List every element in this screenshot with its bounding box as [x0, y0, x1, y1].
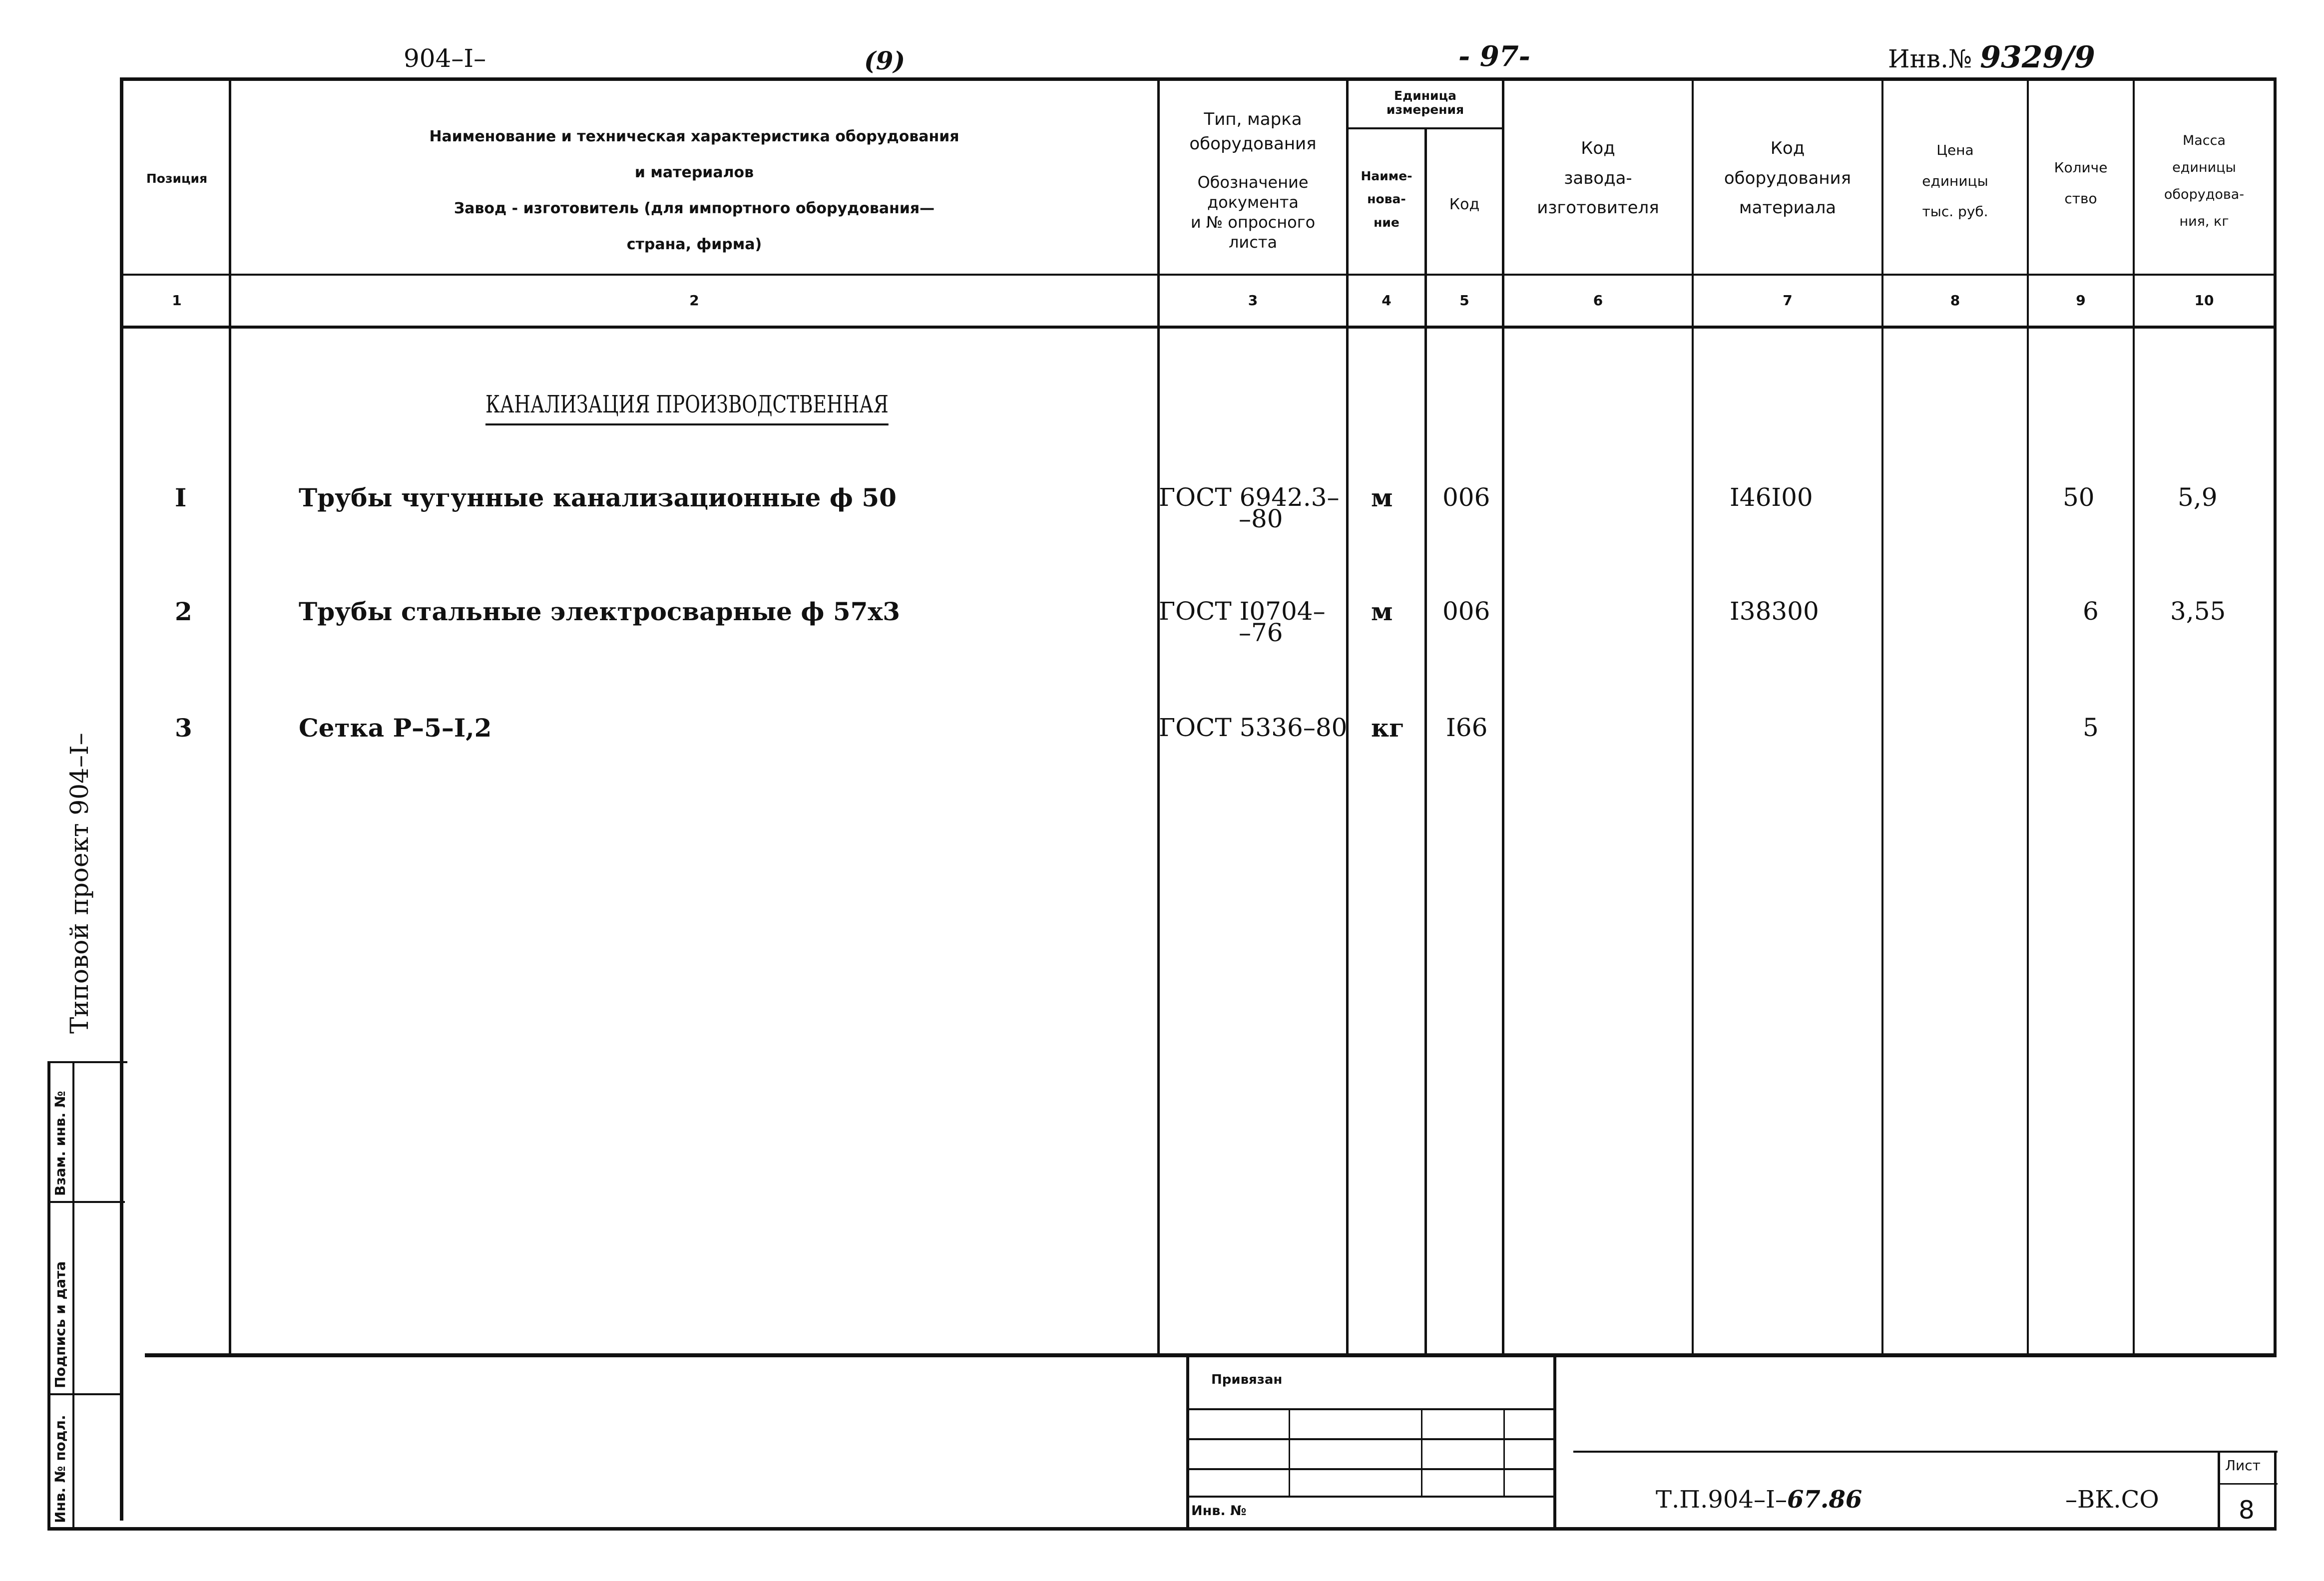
- header-mass: Масса единицы оборудова- ния, кг: [2164, 133, 2245, 229]
- header-unit-code: Код: [1449, 196, 1480, 213]
- inventory-value: 9329/9: [1980, 40, 2095, 75]
- inventory-no-label: Инв. №: [1191, 1503, 1247, 1519]
- row-document: ГОСТ I0704–: [1159, 597, 1326, 626]
- side-signature-date: Подпись и дата: [52, 1261, 68, 1388]
- col-number: 1: [172, 292, 182, 309]
- header-factory-code: Код завода- изготовителя: [1537, 138, 1659, 218]
- document-code: [1656, 1486, 1862, 1514]
- row-mass: 5,9: [2178, 483, 2218, 512]
- row-unit: кг: [1371, 713, 1404, 743]
- col-number: 7: [1783, 292, 1793, 309]
- sheet-mark-number: 9: [876, 46, 894, 75]
- row-document-cont: –80: [1239, 504, 1283, 533]
- col-number: 4: [1382, 292, 1392, 309]
- side-original-inventory: Инв. № подл.: [52, 1415, 68, 1523]
- header-unit-group: Единица измерения: [1386, 88, 1464, 117]
- row-document: ГОСТ 5336–80: [1159, 713, 1348, 742]
- header-equipment-code: Код оборудования материала: [1724, 138, 1852, 218]
- page-number: - 97-: [1458, 40, 1530, 73]
- sheet-mark: (9): [864, 46, 906, 75]
- row-equipment-code: I38300: [1730, 597, 1819, 626]
- header-unit-name: Наиме- нова- ние: [1361, 169, 1412, 230]
- col-number: 2: [689, 292, 699, 309]
- row-document: ГОСТ 6942.3–: [1159, 483, 1340, 512]
- row-unit-code: I66: [1446, 713, 1488, 742]
- header-document: Обозначение документа и № опросного листа: [1190, 173, 1316, 252]
- project-code: 904–I–: [404, 44, 486, 73]
- document-code-suffix: –ВК.СО: [2065, 1486, 2159, 1514]
- col-number: 5: [1459, 292, 1469, 309]
- side-replacement-inventory: Взам. инв. №: [52, 1091, 68, 1196]
- header-name: Наименование и техническая характеристика оборудования и материалов Завод - изготовитель (для импортного оборудования— страна, фирма): [429, 128, 959, 253]
- side-project-title: Типовой проект 904–I–: [65, 733, 94, 1034]
- row-quantity: 5: [2083, 713, 2099, 742]
- inventory-number: [1888, 40, 2095, 75]
- sheet-number: 8: [2239, 1496, 2255, 1525]
- row-unit-code: 006: [1442, 597, 1490, 626]
- row-name: Трубы стальные электросварные ϕ 57х3: [299, 597, 901, 626]
- inventory-label: Инв.№: [1888, 44, 1972, 73]
- header-price: Цена единицы тыс. руб.: [1922, 142, 1988, 220]
- row-quantity: 6: [2083, 597, 2099, 626]
- row-equipment-code: I46I00: [1730, 483, 1813, 512]
- col-number: 9: [2076, 292, 2086, 309]
- col-number: 10: [2194, 292, 2214, 309]
- document-code-prefix: Т.П.904–I–: [1656, 1486, 1787, 1514]
- row-position: I: [175, 483, 187, 512]
- row-document-cont: –76: [1239, 618, 1283, 647]
- row-unit: м: [1371, 483, 1393, 512]
- row-unit: м: [1371, 597, 1393, 626]
- row-quantity: 50: [2063, 483, 2095, 512]
- section-title: КАНАЛИЗАЦИЯ ПРОИЗВОДСТВЕННАЯ: [485, 391, 889, 418]
- header-type: Тип, марка оборудования: [1189, 109, 1317, 154]
- col-number: 6: [1593, 292, 1603, 309]
- attached-label: Привязан: [1211, 1372, 1283, 1387]
- row-name: Трубы чугунные канализационные ϕ 50: [299, 483, 897, 512]
- sheet-label: Лист: [2225, 1457, 2261, 1474]
- row-unit-code: 006: [1442, 483, 1490, 512]
- row-name: Сетка Р–5–I,2: [299, 713, 492, 743]
- header-position: Позиция: [146, 171, 208, 186]
- col-number: 3: [1248, 292, 1258, 309]
- col-number: 8: [1950, 292, 1960, 309]
- row-position: 3: [175, 713, 192, 743]
- row-position: 2: [175, 597, 192, 626]
- header-quantity: Количе ство: [2054, 159, 2108, 207]
- row-mass: 3,55: [2170, 597, 2226, 626]
- document-code-handwritten: 67.86: [1787, 1486, 1862, 1514]
